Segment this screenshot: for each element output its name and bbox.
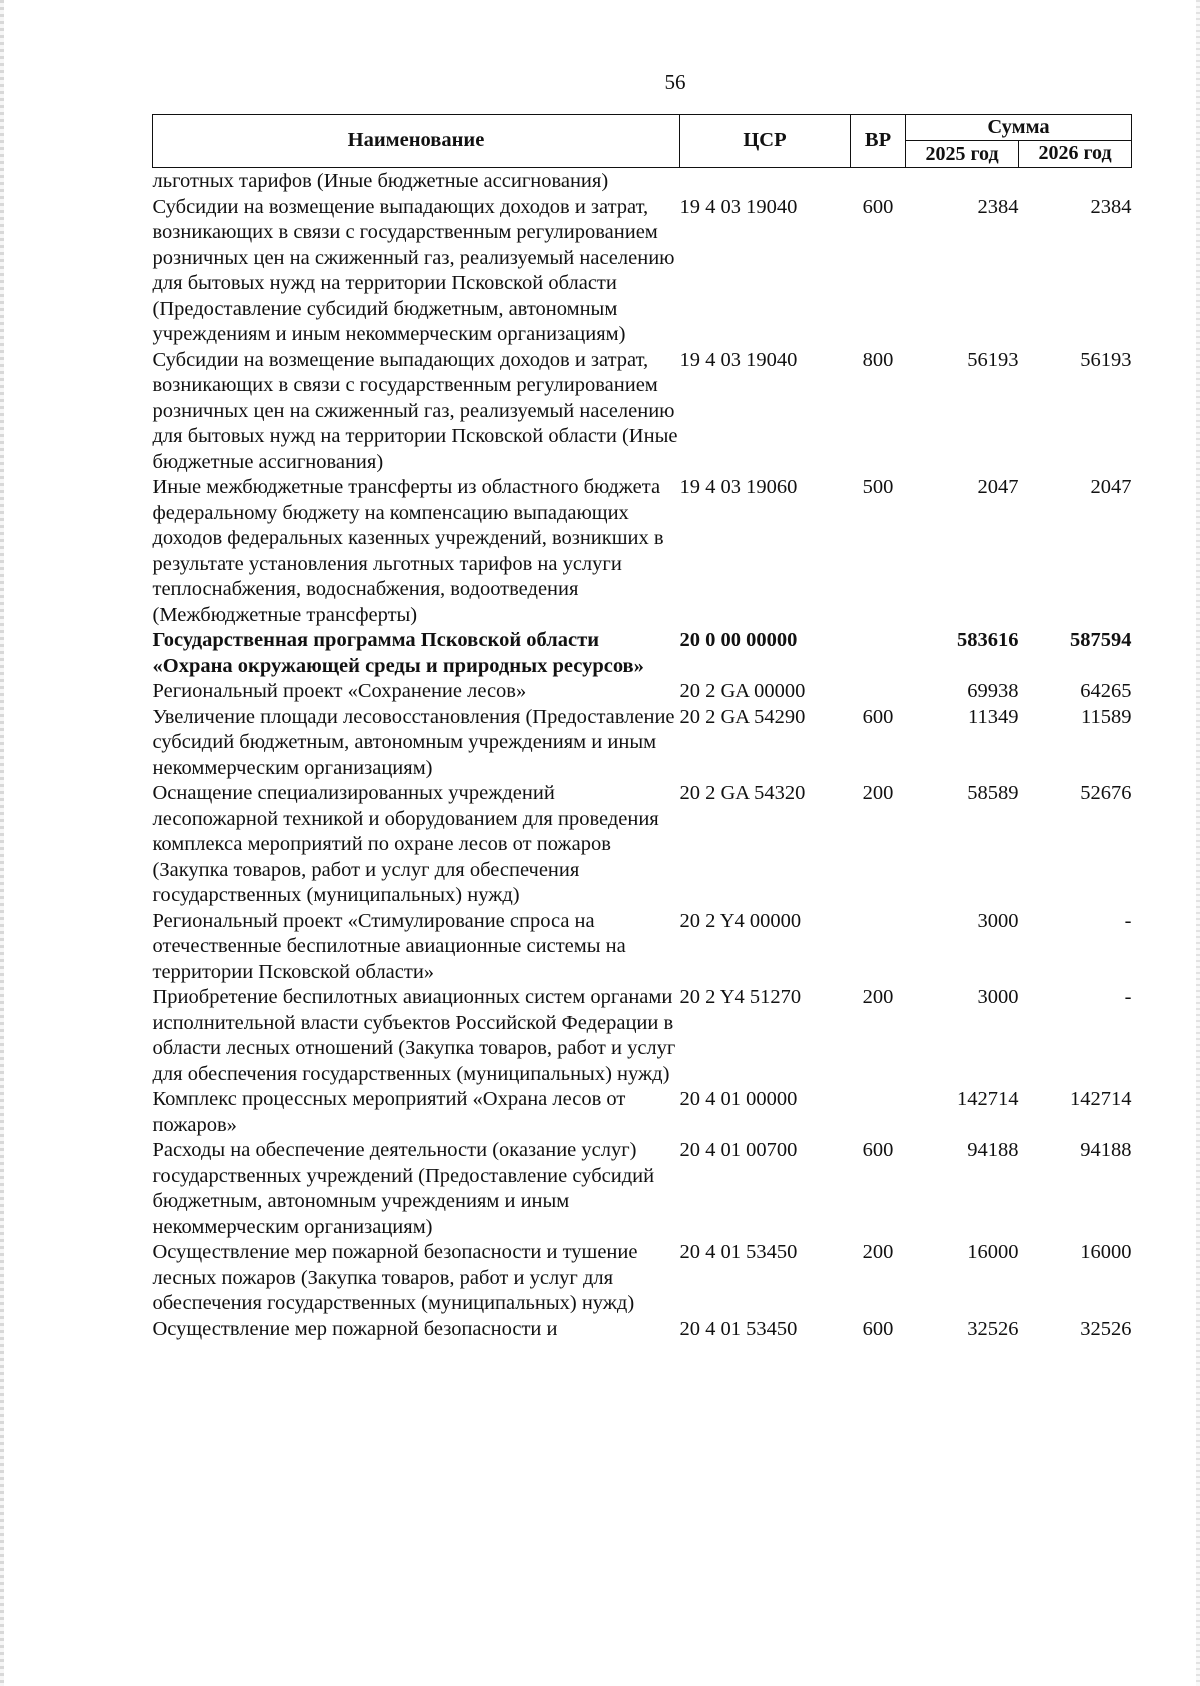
header-year-2025: 2025 год bbox=[906, 140, 1019, 167]
row-csr: 20 0 00 00000 bbox=[679, 629, 798, 651]
row-sum-2026: 142714 bbox=[1070, 1088, 1132, 1110]
row-name: Увеличение площади лесовосстановления (Предоставление субсидий бюджетным, автономным учреждениям и иным некоммерческим организациям) bbox=[152, 705, 675, 779]
row-sum-2025: 69938 bbox=[967, 680, 1019, 702]
row-csr: 20 4 01 53450 bbox=[679, 1317, 798, 1340]
row-name: Осуществление мер пожарной безопасности и bbox=[152, 1317, 558, 1340]
row-sum-2025: 142714 bbox=[957, 1088, 1019, 1110]
table-row bbox=[153, 628, 1132, 679]
table-row bbox=[153, 705, 1132, 782]
row-csr: 20 4 01 00700 bbox=[679, 1139, 798, 1161]
row-name: Региональный проект «Сохранение лесов» bbox=[152, 680, 527, 702]
table-row bbox=[153, 168, 1132, 195]
row-name: Региональный проект «Стимулирование спроса на отечественные беспилотные авиационные системы на территории Псковской области» bbox=[152, 909, 626, 983]
row-csr: 20 2 GA 54320 bbox=[679, 782, 806, 804]
row-vr: 600 bbox=[862, 705, 894, 728]
page-number-text: 56 bbox=[664, 70, 686, 94]
row-sum-2025: 16000 bbox=[967, 1241, 1019, 1263]
scan-edge-right bbox=[1196, 0, 1200, 1686]
row-name: Государственная программа Псковской области «Охрана окружающей среды и природных ресурсов» bbox=[152, 629, 644, 677]
row-vr bbox=[851, 1087, 906, 1138]
table-header bbox=[153, 115, 1132, 168]
row-vr: 200 bbox=[862, 782, 894, 804]
row-sum-2025: 3000 bbox=[977, 909, 1019, 932]
row-sum-2026: 2047 bbox=[1090, 476, 1132, 498]
table-row bbox=[153, 1087, 1132, 1138]
row-vr bbox=[851, 168, 906, 195]
row-sum-2026: 587594 bbox=[1070, 629, 1132, 651]
row-csr: 20 2 GA 54290 bbox=[679, 705, 806, 728]
table-row bbox=[153, 475, 1132, 628]
row-sum-2026: - bbox=[1124, 986, 1132, 1008]
scan-edge-left bbox=[0, 0, 4, 1686]
table-row bbox=[153, 348, 1132, 476]
table-row bbox=[153, 909, 1132, 986]
table-row bbox=[153, 781, 1132, 909]
row-csr: 19 4 03 19060 bbox=[679, 476, 798, 498]
table-row bbox=[153, 1240, 1132, 1317]
page-number bbox=[0, 70, 1200, 95]
row-csr: 20 4 01 53450 bbox=[679, 1241, 798, 1263]
row-name: Расходы на обеспечение деятельности (оказание услуг) государственных учреждений (Предоставление субсидий бюджетным, автономным учреждениям и иным некоммерческим организациям) bbox=[152, 1139, 655, 1238]
row-sum-2025: 56193 bbox=[967, 348, 1019, 371]
row-sum-2025: 32526 bbox=[967, 1317, 1019, 1340]
row-vr bbox=[851, 679, 906, 705]
row-sum-2026: 94188 bbox=[1080, 1139, 1132, 1161]
row-name: Осуществление мер пожарной безопасности и тушение лесных пожаров (Закупка товаров, работ и услуг для обеспечения государственных (муниципальных) нужд) bbox=[152, 1241, 638, 1314]
row-csr bbox=[680, 168, 851, 195]
table-body bbox=[153, 168, 1132, 1343]
row-vr: 200 bbox=[862, 986, 894, 1008]
row-sum-2026 bbox=[1019, 168, 1132, 195]
row-name: Оснащение специализированных учреждений лесопожарной техникой и оборудованием для проведения комплекса мероприятий по охране лесов от пожаров (Закупка товаров, работ и услуг для обеспечения государственных (муниципальных) нужд) bbox=[152, 782, 659, 906]
row-sum-2026: 32526 bbox=[1080, 1317, 1132, 1340]
row-csr: 19 4 03 19040 bbox=[679, 195, 798, 218]
row-vr: 600 bbox=[862, 1139, 894, 1161]
row-sum-2026: 52676 bbox=[1080, 782, 1132, 804]
row-sum-2025: 2047 bbox=[977, 476, 1019, 498]
row-name: Приобретение беспилотных авиационных систем органами исполнительной власти субъектов Российской Федерации в области лесных отношений (Закупка товаров, работ и услуг для обеспечения государственных (муниципальных) нужд) bbox=[152, 986, 676, 1085]
table-row bbox=[153, 195, 1132, 348]
row-csr: 20 2 Y4 51270 bbox=[679, 986, 802, 1008]
row-sum-2026: 11589 bbox=[1081, 705, 1132, 728]
row-sum-2026: - bbox=[1124, 909, 1132, 932]
row-sum-2025: 94188 bbox=[967, 1139, 1019, 1161]
row-sum-2025: 58589 bbox=[967, 782, 1019, 804]
row-vr: 500 bbox=[862, 476, 894, 498]
row-sum-2025: 583616 bbox=[957, 629, 1019, 651]
row-csr: 20 2 Y4 00000 bbox=[679, 909, 802, 932]
row-vr: 800 bbox=[862, 348, 894, 371]
row-csr: 20 4 01 00000 bbox=[679, 1088, 798, 1110]
row-vr: 600 bbox=[862, 1317, 894, 1340]
row-sum-2026: 56193 bbox=[1080, 348, 1132, 371]
row-sum-2025 bbox=[906, 168, 1019, 195]
header-sum: Сумма bbox=[906, 115, 1132, 141]
row-sum-2026: 2384 bbox=[1090, 195, 1132, 218]
header-csr: ЦСР bbox=[680, 115, 851, 168]
row-vr: 600 bbox=[862, 195, 894, 218]
row-vr bbox=[851, 909, 906, 986]
table-row bbox=[153, 985, 1132, 1087]
row-sum-2025: 2384 bbox=[977, 195, 1019, 218]
row-sum-2026: 16000 bbox=[1080, 1241, 1132, 1263]
row-name: Иные межбюджетные трансферты из областного бюджета федеральному бюджету на компенсацию выпадающих доходов федеральных казенных учреждений, возникших в результате установления льготных тарифов на услуги теплоснабжения, водоснабжения, водоотведения (Межбюджетные трансферты) bbox=[152, 476, 664, 626]
table-row bbox=[153, 1138, 1132, 1240]
header-vr: ВР bbox=[851, 115, 906, 168]
row-csr: 20 2 GA 00000 bbox=[679, 680, 806, 702]
row-name: льготных тарифов (Иные бюджетные ассигнования) bbox=[152, 170, 609, 192]
row-name: Субсидии на возмещение выпадающих доходов и затрат, возникающих в связи с государственным регулированием розничных цен на сжиженный газ, реализуемый населению для бытовых нужд на территории Псковской области (Иные бюджетные ассигнования) bbox=[152, 348, 678, 473]
header-year-2026: 2026 год bbox=[1019, 140, 1132, 167]
table-row bbox=[153, 1317, 1132, 1343]
budget-table bbox=[152, 114, 1132, 1342]
row-sum-2026: 64265 bbox=[1080, 680, 1132, 702]
row-sum-2025: 11349 bbox=[968, 705, 1019, 728]
row-sum-2025: 3000 bbox=[977, 986, 1019, 1008]
row-name: Субсидии на возмещение выпадающих доходов и затрат, возникающих в связи с государственным регулированием розничных цен на сжиженный газ, реализуемый населению для бытовых нужд на территории Псковской области (Предоставление субсидий бюджетным, автономным учреждениям и иным некоммерческим организациям) bbox=[152, 195, 675, 345]
row-name: Комплекс процессных мероприятий «Охрана лесов от пожаров» bbox=[152, 1088, 626, 1136]
header-name: Наименование bbox=[153, 115, 680, 168]
table-row bbox=[153, 679, 1132, 705]
row-csr: 19 4 03 19040 bbox=[679, 348, 798, 371]
row-vr: 200 bbox=[862, 1241, 894, 1263]
row-vr bbox=[851, 628, 906, 679]
